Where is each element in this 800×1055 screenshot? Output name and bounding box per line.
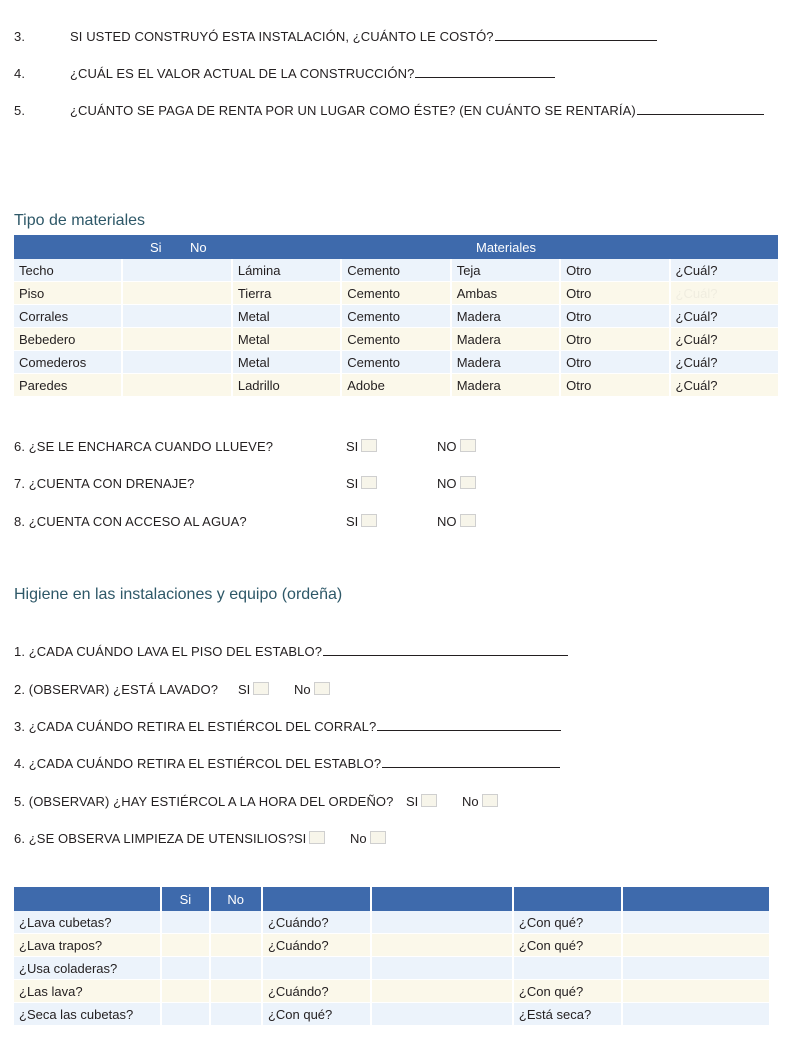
material-option[interactable]: Ladrillo [233, 374, 340, 397]
si-checkbox[interactable] [361, 514, 377, 527]
material-option[interactable]: Ambas [452, 282, 559, 305]
si-checkbox[interactable] [309, 831, 325, 844]
section-title-hygiene: Higiene en las instalaciones y equipo (ordeña) [14, 586, 343, 603]
answer-cell[interactable] [372, 980, 512, 1003]
row-label: Paredes [14, 374, 121, 397]
header-blank [14, 887, 160, 911]
si-cell[interactable] [162, 980, 208, 1003]
header-materiales: Materiales [476, 240, 536, 255]
answer-line[interactable] [382, 756, 560, 768]
hygiene-question-2 [14, 682, 218, 697]
answer-cell[interactable] [623, 911, 769, 934]
material-option[interactable]: Otro [561, 282, 668, 305]
question-number: 4. [14, 66, 26, 81]
answer-cell[interactable] [123, 328, 230, 351]
row-label: Corrales [14, 305, 121, 328]
no-cell[interactable] [211, 980, 261, 1003]
option-si: SI [406, 794, 437, 809]
with-what-label: ¿Está seca? [514, 1003, 621, 1026]
material-option[interactable]: Otro [561, 374, 668, 397]
si-checkbox[interactable] [421, 794, 437, 807]
question-text: SI USTED CONSTRUYÓ ESTA INSTALACIÓN, ¿CUÁNTO LE COSTÓ? [70, 29, 494, 44]
answer-cell[interactable] [372, 934, 512, 957]
question-5 [14, 103, 764, 118]
no-cell[interactable] [211, 934, 261, 957]
question-text: ¿CUÁNTO SE PAGA DE RENTA POR UN LUGAR COMO ÉSTE? (EN CUÁNTO SE RENTARÍA) [70, 103, 636, 118]
hygiene-question-4 [14, 756, 560, 771]
material-option[interactable]: Otro [561, 351, 668, 374]
answer-line[interactable] [637, 103, 764, 115]
header-no: No [211, 887, 261, 911]
option-no: NO [437, 476, 476, 491]
table-row [14, 957, 769, 980]
row-label: ¿Lava cubetas? [14, 911, 160, 934]
question-number: 6. [14, 439, 26, 454]
material-option[interactable]: Metal [233, 305, 340, 328]
table-row [14, 374, 778, 397]
option-no: NO [437, 439, 476, 454]
answer-line[interactable] [323, 644, 568, 656]
answer-cell[interactable] [623, 1003, 769, 1026]
table-row [14, 282, 778, 305]
material-which[interactable]: ¿Cuál? [671, 305, 778, 328]
row-label: ¿Lava trapos? [14, 934, 160, 957]
question-number: 6. [14, 831, 26, 846]
material-option[interactable]: Otro [561, 305, 668, 328]
no-checkbox[interactable] [460, 514, 476, 527]
option-no: No [462, 794, 498, 809]
material-which[interactable]: ¿Cuál? [671, 282, 778, 305]
answer-cell[interactable] [372, 911, 512, 934]
section-title-materials: Tipo de materiales [14, 212, 146, 229]
si-cell[interactable] [162, 934, 208, 957]
answer-cell[interactable] [123, 259, 230, 282]
material-which[interactable]: ¿Cuál? [671, 374, 778, 397]
no-checkbox[interactable] [370, 831, 386, 844]
question-6 [14, 439, 273, 454]
option-si: SI [238, 682, 269, 697]
row-label: Comederos [14, 351, 121, 374]
table-row [14, 259, 778, 282]
question-text: ¿CADA CUÁNDO RETIRA EL ESTIÉRCOL DEL CORRAL? [28, 719, 377, 734]
question-number: 7. [14, 476, 26, 491]
answer-line[interactable] [377, 719, 561, 731]
hygiene-question-6 [14, 831, 294, 846]
no-checkbox[interactable] [460, 476, 476, 489]
question-number: 3. [14, 719, 26, 734]
header-blank [623, 887, 769, 911]
with-what-label: ¿Con qué? [514, 980, 621, 1003]
row-label: Piso [14, 282, 121, 305]
no-cell[interactable] [211, 1003, 261, 1026]
no-checkbox[interactable] [314, 682, 330, 695]
option-no: No [350, 831, 386, 846]
question-3 [14, 29, 657, 44]
material-option[interactable]: Madera [452, 374, 559, 397]
answer-cell[interactable] [123, 374, 230, 397]
option-no: No [294, 682, 330, 697]
material-option[interactable]: Tierra [233, 282, 340, 305]
si-cell[interactable] [162, 911, 208, 934]
when-label: ¿Cuándo? [263, 911, 370, 934]
row-label: Techo [14, 259, 121, 282]
header-no: No [190, 240, 207, 255]
material-option[interactable]: Otro [561, 259, 668, 282]
no-checkbox[interactable] [460, 439, 476, 452]
answer-cell[interactable] [123, 351, 230, 374]
question-7 [14, 476, 195, 491]
question-text: ¿SE OBSERVA LIMPIEZA DE UTENSILIOS? [28, 831, 295, 846]
question-number: 8. [14, 514, 26, 529]
option-si: SI [346, 439, 377, 454]
table-row [14, 328, 778, 351]
header-blank [372, 887, 512, 911]
material-option[interactable]: Madera [452, 305, 559, 328]
material-option[interactable]: Adobe [342, 374, 449, 397]
header-si: Si [150, 240, 162, 255]
option-si: SI [346, 476, 377, 491]
material-which[interactable]: ¿Cuál? [671, 259, 778, 282]
with-what-label [514, 957, 621, 980]
material-option[interactable]: Cemento [342, 282, 449, 305]
table-row [14, 351, 778, 374]
material-option[interactable]: Metal [233, 328, 340, 351]
when-label: ¿Con qué? [263, 1003, 370, 1026]
material-option[interactable]: Cemento [342, 328, 449, 351]
option-si: SI [346, 514, 377, 529]
question-number: 4. [14, 756, 26, 771]
material-option[interactable]: Madera [452, 328, 559, 351]
material-option[interactable]: Metal [233, 351, 340, 374]
material-option[interactable]: Madera [452, 351, 559, 374]
question-number: 5. [14, 794, 26, 809]
row-label: Bebedero [14, 328, 121, 351]
question-text: ¿CADA CUÁNDO RETIRA EL ESTIÉRCOL DEL ESTABLO? [28, 756, 382, 771]
with-what-label: ¿Con qué? [514, 911, 621, 934]
table-row [14, 305, 778, 328]
answer-line[interactable] [495, 29, 657, 41]
question-number: 2. [14, 682, 26, 697]
answer-cell[interactable] [123, 305, 230, 328]
material-which[interactable]: ¿Cuál? [671, 351, 778, 374]
table-row [14, 1003, 769, 1026]
si-checkbox[interactable] [361, 476, 377, 489]
question-text: (OBSERVAR) ¿HAY ESTIÉRCOL A LA HORA DEL ORDEÑO? [28, 794, 394, 809]
answer-cell[interactable] [623, 980, 769, 1003]
si-cell[interactable] [162, 1003, 208, 1026]
table-row [14, 980, 769, 1003]
materials-header-row [14, 235, 778, 259]
question-text: ¿SE LE ENCHARCA CUANDO LLUEVE? [28, 439, 274, 454]
utensils-header-row [14, 887, 769, 911]
question-text: ¿CUENTA CON DRENAJE? [28, 476, 195, 491]
hygiene-question-3 [14, 719, 561, 734]
question-number: 1. [14, 644, 26, 659]
material-option[interactable]: Cemento [342, 351, 449, 374]
row-label: ¿Usa coladeras? [14, 957, 160, 980]
materials-header [14, 235, 778, 259]
answer-cell[interactable] [623, 934, 769, 957]
answer-cell[interactable] [623, 957, 769, 980]
question-number: 5. [14, 103, 26, 118]
material-option[interactable]: Cemento [342, 305, 449, 328]
answer-cell[interactable] [372, 1003, 512, 1026]
answer-cell[interactable] [123, 282, 230, 305]
question-text: ¿CUENTA CON ACCESO AL AGUA? [28, 514, 247, 529]
question-8 [14, 514, 247, 529]
when-label [263, 957, 370, 980]
materials-table [12, 235, 780, 397]
when-label: ¿Cuándo? [263, 934, 370, 957]
question-text: ¿CUÁL ES EL VALOR ACTUAL DE LA CONSTRUCCIÓN? [70, 66, 415, 81]
no-cell[interactable] [211, 957, 261, 980]
with-what-label: ¿Con qué? [514, 934, 621, 957]
no-cell[interactable] [211, 911, 261, 934]
utensils-table [12, 887, 771, 1026]
material-option[interactable]: Otro [561, 328, 668, 351]
si-checkbox[interactable] [361, 439, 377, 452]
table-row [14, 911, 769, 934]
table-row [14, 934, 769, 957]
option-no: NO [437, 514, 476, 529]
header-blank [263, 887, 370, 911]
material-option[interactable]: Lámina [233, 259, 340, 282]
answer-cell[interactable] [372, 957, 512, 980]
option-si: SI [294, 831, 325, 846]
material-option[interactable]: Teja [452, 259, 559, 282]
header-blank [514, 887, 621, 911]
question-number: 3. [14, 29, 26, 44]
question-4 [14, 66, 555, 81]
question-text: ¿CADA CUÁNDO LAVA EL PISO DEL ESTABLO? [28, 644, 323, 659]
si-cell[interactable] [162, 957, 208, 980]
row-label: ¿Las lava? [14, 980, 160, 1003]
material-option[interactable]: Cemento [342, 259, 449, 282]
hygiene-question-5 [14, 794, 393, 809]
row-label: ¿Seca las cubetas? [14, 1003, 160, 1026]
answer-line[interactable] [415, 66, 555, 78]
when-label: ¿Cuándo? [263, 980, 370, 1003]
header-si: Si [162, 887, 208, 911]
question-text: (OBSERVAR) ¿ESTÁ LAVADO? [28, 682, 219, 697]
no-checkbox[interactable] [482, 794, 498, 807]
material-which[interactable]: ¿Cuál? [671, 328, 778, 351]
si-checkbox[interactable] [253, 682, 269, 695]
hygiene-question-1 [14, 644, 568, 659]
